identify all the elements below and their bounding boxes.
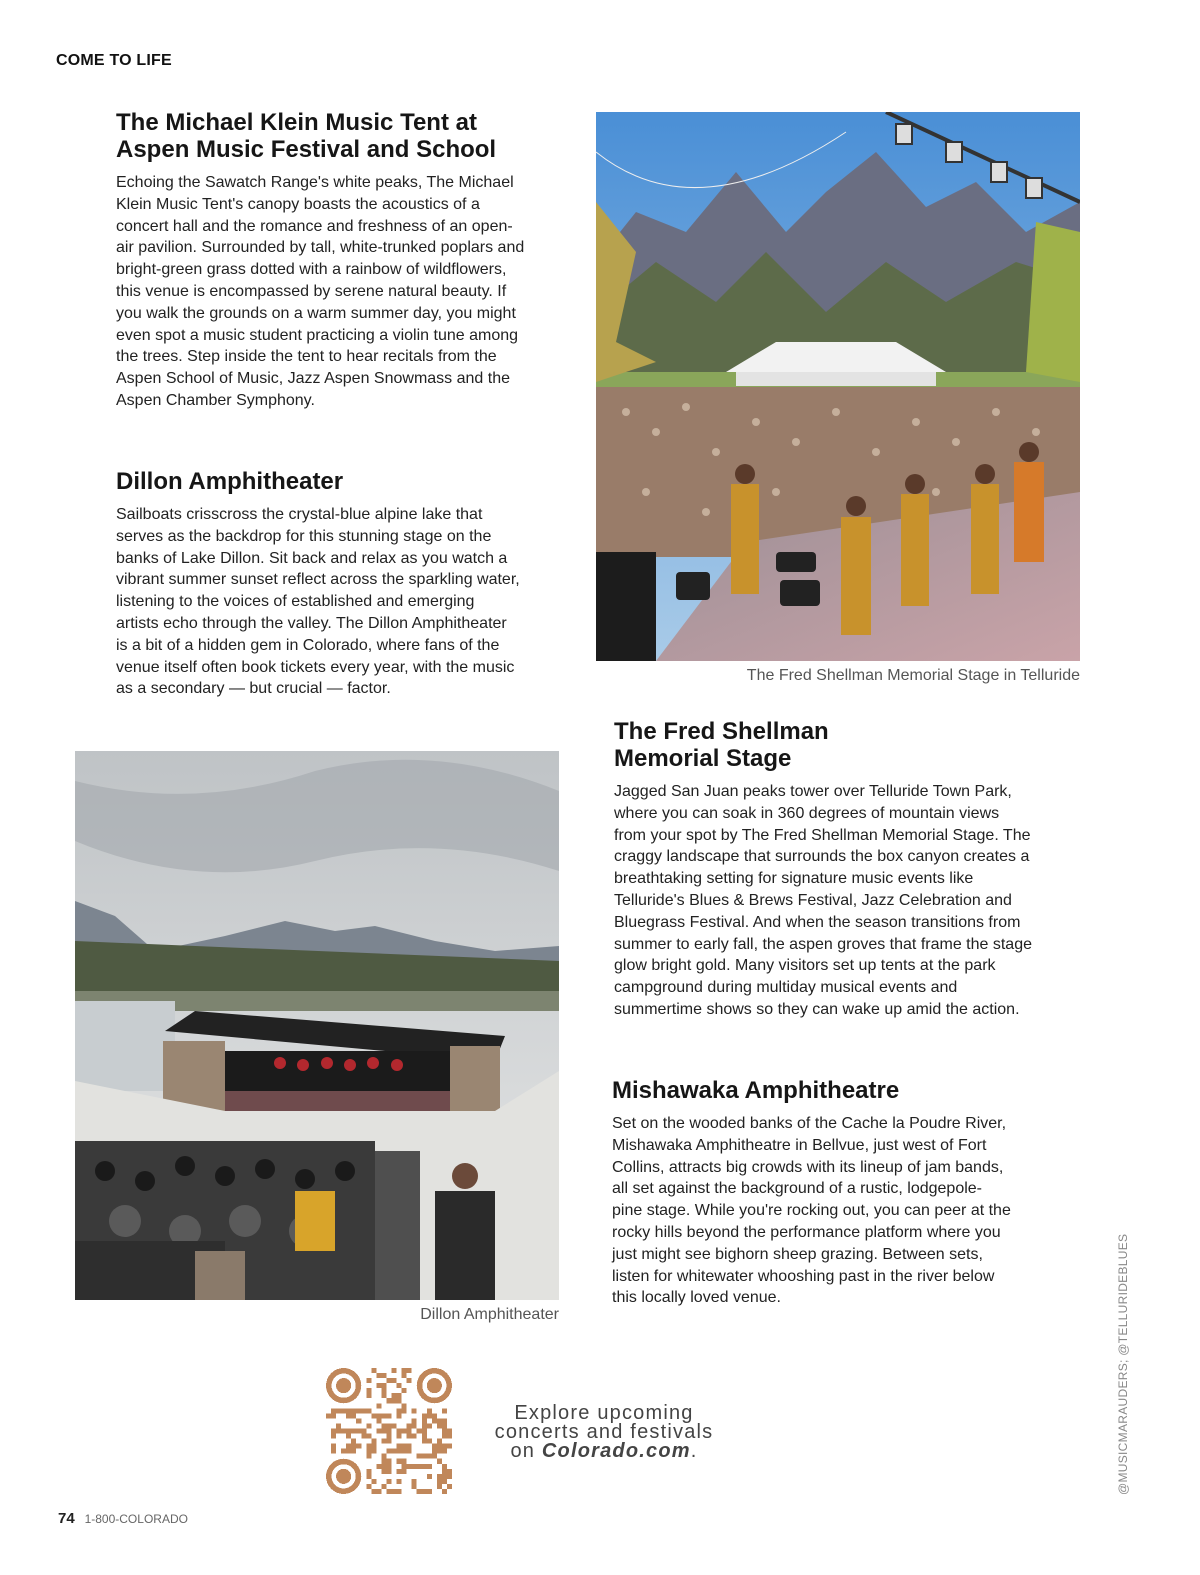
section-label: COME TO LIFE	[56, 52, 172, 69]
dillon-amphitheater-photo	[75, 751, 559, 1300]
promo-prefix: on	[510, 1440, 542, 1462]
photo-credit: @MUSICMARAUDERS; @TELLURIDEBLUES	[1116, 1233, 1130, 1495]
promo-site-link[interactable]: Colorado.com	[541, 1440, 691, 1462]
promo-line-3	[470, 1442, 738, 1461]
footer-phone: 1-800-COLORADO	[84, 1512, 188, 1526]
article-title: Mishawaka Amphitheatre	[612, 1077, 900, 1104]
page-number: 74	[58, 1510, 75, 1527]
article-body: Set on the wooded banks of the Cache la Poudre River, Mishawaka Amphitheatre in Bellvue, just west of Fort Collins, attracts big crowds with its lineup of jam bands, all set against the background of a rustic, lodgepole-pine stage. While you're rocking out, you can peer at the rocky hills beyond the performance platform where you just might see bighorn sheep grazing. Between sets, listen for whitewater whooshing past in the river below this locally loved venue.	[612, 1115, 1011, 1307]
promo-suffix: .	[690, 1440, 698, 1462]
article-body: Echoing the Sawatch Range's white peaks, The Michael Klein Music Tent's canopy boasts the acoustics of a concert hall and the romance and freshness of an open-air pavilion. Surrounded by tall, white-trunked poplars and bright-green grass dotted with a rainbow of wildflowers, this venue is encompassed by serene natural beauty. If you walk the grounds on a warm summer day, you might even spot a music student practicing a violin tune among the trees. Step inside the tent to hear recitals from the Aspen School of Music, Jazz Aspen Snowmass and the Aspen Chamber Symphony.	[116, 174, 525, 409]
telluride-caption: The Fred Shellman Memorial Stage in Telluride	[746, 667, 1080, 684]
article-title: The Fred Shellman Memorial Stage	[614, 718, 829, 772]
promo-line-1: Explore upcoming	[514, 1402, 694, 1424]
article-title: The Michael Klein Music Tent at Aspen Music Festival and School	[116, 109, 497, 163]
article-dillon	[116, 468, 521, 700]
qr-code-icon	[326, 1368, 452, 1494]
article-fred-shellman	[614, 718, 1034, 1021]
telluride-stage-illustration	[596, 112, 1080, 661]
promo-line-2: concerts and festivals	[494, 1421, 714, 1443]
article-body: Sailboats crisscross the crystal-blue alpine lake that serves as the backdrop for this stunning stage on the banks of Lake Dillon. Sit back and relax as you watch a vibrant summer sunset reflect across the sparkling water, listening to the voices of established and emerging artists echo through the valley. The Dillon Amphitheater is a bit of a hidden gem in Colorado, where fans of the venue itself often book tickets every year, with the music as a secondary — but crucial — factor.	[116, 506, 520, 698]
explore-promo	[470, 1404, 738, 1461]
dillon-caption: Dillon Amphitheater	[420, 1306, 559, 1323]
page-footer	[58, 1510, 188, 1527]
article-title: Dillon Amphitheater	[116, 468, 344, 495]
article-mishawaka	[612, 1077, 1012, 1309]
telluride-stage-photo	[596, 112, 1080, 661]
qr-code[interactable]	[326, 1368, 452, 1494]
dillon-amphitheater-illustration	[75, 751, 559, 1300]
article-body: Jagged San Juan peaks tower over Telluride Town Park, where you can soak in 360 degrees of mountain views from your spot by The Fred Shellman Memorial Stage. The craggy landscape that surrounds the box canyon creates a breathtaking setting for signature music events like Telluride's Blues & Brews Festival, Jazz Celebration and Bluegrass Festival. And when the season transitions from summer to early fall, the aspen groves that frame the stage glow bright gold. Many visitors set up tents at the park campground during multiday musical events and summertime shows so they can wake up amid the action.	[614, 783, 1032, 1018]
article-aspen	[116, 109, 526, 412]
